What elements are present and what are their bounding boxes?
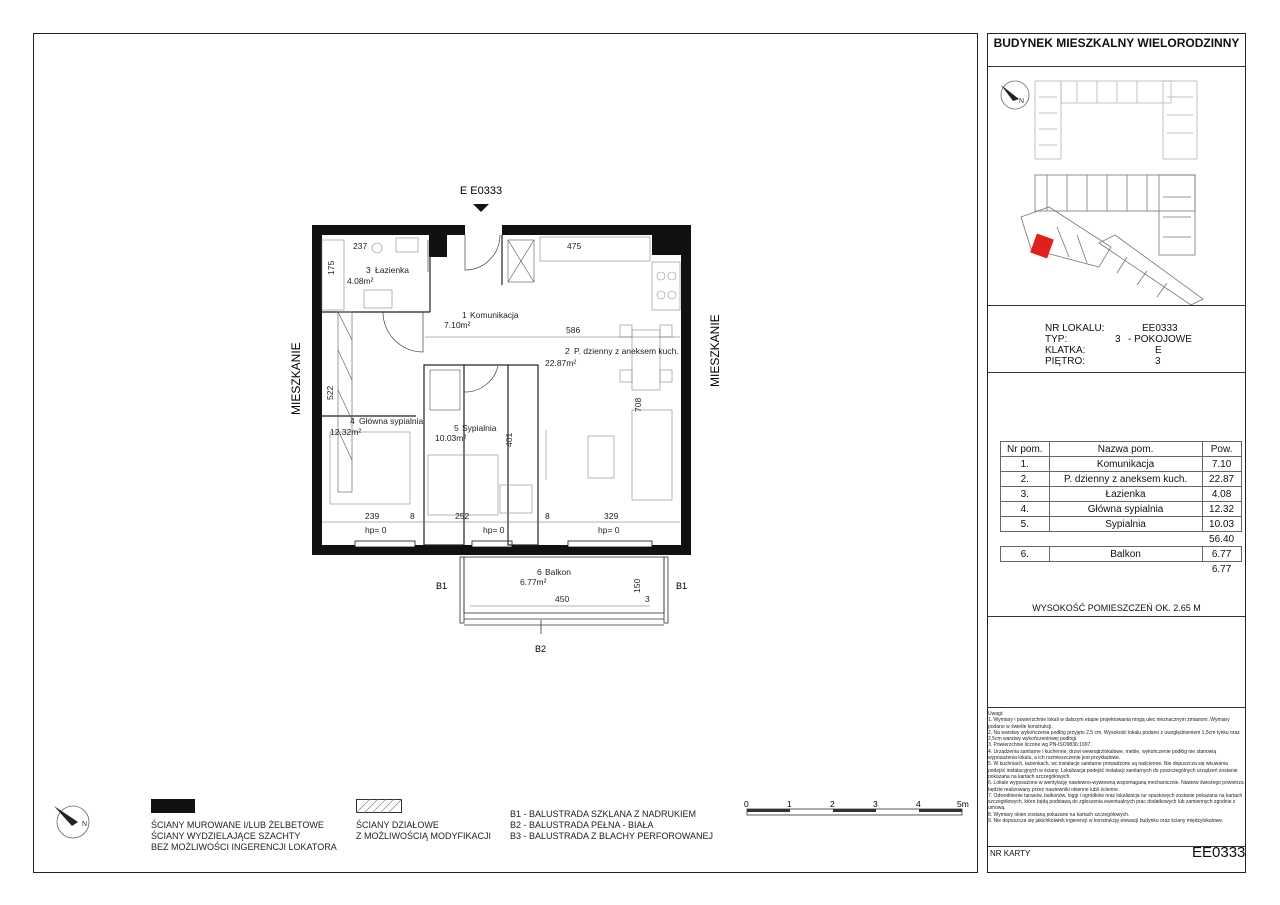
dim: 8 <box>410 511 415 521</box>
unit-type-value: 3 <box>1115 334 1121 345</box>
dim: 3 <box>645 594 650 604</box>
balustrade-label: B1 <box>436 581 448 591</box>
room-name: Łazienka <box>375 265 410 275</box>
legend-line: B3 - BALUSTRADA Z BLACHY PERFOROWANEJ <box>510 831 714 841</box>
room-area: 4.08 <box>1202 487 1241 502</box>
scale-tick: 1 <box>787 799 792 809</box>
neighbor-label-left: MIESZKANIE <box>289 342 303 415</box>
balcony-total-value: 6.77 <box>1211 563 1232 575</box>
legend-line: B1 - BALUSTRADA SZKLANA Z NADRUKIEM <box>510 809 697 819</box>
note-item: 6. Lokale wyposażone w wentylację nawiewno-wywiewną wspomaganą mechanicznie. Nawiew świeżego powietrza będzie realizowany przez nawiewniki okienne lub/i ścienne. <box>988 780 1244 793</box>
legend-solid-wall-swatch <box>151 799 195 813</box>
note-item: 5. W kuchniach, łazienkach, wc instalacje sanitarne prowadzone są naścienne. Nie dopuszcza się wkuwania podejść instalacyjnych w ściany. Lokalizacja podejść instalacji sanitarnych do poszczególnych urządzeń zostanie pokazana na kartach szczegółowych. <box>988 761 1238 780</box>
room-area: 22.87 <box>1202 472 1241 487</box>
sidebar-divider <box>987 616 1245 617</box>
note-item: 4. Urządzenia sanitarne i kuchenne, drzwi wewnątrzlokalowe, meble, wykończenie podłóg nie stanowią wyposażenia lokalu, a ich rozmieszczenie jest przykładowe. <box>988 748 1217 762</box>
note-item: 2. Na warstwy wykończenia podłóg przyjęto 2,5 cm. Wysokość lokalu podano z uwzględnieniem 1,5cm tynku oraz 2,5cm warstwy wykończeniowej podłogi. <box>988 729 1240 743</box>
legend-line: ŚCIANY WYDZIELAJĄCE SZACHTY <box>151 831 301 841</box>
balustrade-label: B2 <box>535 644 547 654</box>
sidebar-divider <box>987 372 1245 373</box>
dim: 239 <box>365 511 380 521</box>
unit-highlight <box>1030 234 1054 259</box>
dim: 450 <box>555 594 570 604</box>
dim: 252 <box>455 511 470 521</box>
dim: 175 <box>326 260 336 275</box>
room-nr: 6. <box>1001 547 1050 562</box>
header-name: Nazwa pom. <box>1049 442 1202 457</box>
hp-label: hp= 0 <box>483 525 505 535</box>
balustrade-label: B1 <box>676 581 688 591</box>
svg-text:N: N <box>82 821 88 828</box>
room-nr: 5. <box>1001 517 1050 532</box>
dim: 237 <box>353 241 368 251</box>
notes-block <box>988 711 1246 824</box>
room-name: Sypialnia <box>1049 517 1202 532</box>
dim: 329 <box>604 511 619 521</box>
note-item: 8. Wymiary okien zostaną pokazane na kartach szczegółowych. <box>988 811 1130 818</box>
neighbor-label-right: MIESZKANIE <box>708 314 722 387</box>
subtotal-value: 56.40 <box>1209 533 1235 545</box>
room-nr: 1. <box>1001 457 1050 472</box>
room-nr: 6 <box>537 567 542 577</box>
room-nr: 3. <box>1001 487 1050 502</box>
room-area: 12.32m² <box>330 427 362 437</box>
scale-tick: 4 <box>916 799 921 809</box>
room-labels <box>330 265 679 587</box>
staircase-value: E <box>1155 345 1162 356</box>
dim: 8 <box>545 511 550 521</box>
table-header <box>1001 442 1242 457</box>
room-area: 6.77m² <box>520 577 547 587</box>
scale-tick: 0 <box>744 799 749 809</box>
north-arrow-small <box>1001 81 1029 109</box>
coffee-table <box>588 436 614 478</box>
room-name: Łazienka <box>1049 487 1202 502</box>
subtotal-row <box>1001 532 1242 547</box>
table-row <box>1001 472 1242 487</box>
unit-type-label: TYP: <box>1045 334 1068 345</box>
note-item: 3. Powierzchnie liczone wg PN-ISO9836:1997. <box>988 742 1092 749</box>
room-name: P. dzienny z aneksem kuch. <box>1049 472 1202 487</box>
washbasin <box>364 290 392 308</box>
unit-type-suffix: - POKOJOWE <box>1128 334 1192 345</box>
room-area: 10.03m² <box>435 433 467 443</box>
dim: 475 <box>567 241 582 251</box>
unit-marker-icon <box>473 204 489 212</box>
dimension-lines <box>322 337 680 606</box>
hp-label: hp= 0 <box>365 525 387 535</box>
notes-title: Uwagi: <box>988 711 1004 717</box>
room-area: 12.32 <box>1202 502 1241 517</box>
room-nr: 2 <box>565 346 570 356</box>
note-item: 9. Nie dopuszcza się jakichkolwiek ingerencji w konstrukcję elewacji budynku oraz ściany międzylokalowe. <box>988 818 1224 825</box>
unit-number-label: NR LOKALU: <box>1045 323 1105 334</box>
windows <box>355 541 652 547</box>
kitchen-counter <box>540 237 650 261</box>
table-row <box>1001 487 1242 502</box>
sofa <box>632 410 672 500</box>
room-name: P. dzienny z aneksem kuch. <box>574 346 679 356</box>
room-name: Komunikacja <box>1049 457 1202 472</box>
height-note: WYSOKOŚĆ POMIESZCZEŃ OK. 2.65 M <box>1032 603 1201 613</box>
floor-value: 3 <box>1155 356 1161 367</box>
card-value: EE0333 <box>1192 844 1246 861</box>
room-nr: 3 <box>366 265 371 275</box>
legend-balustrades <box>510 809 713 842</box>
header-area: Pow. <box>1202 442 1241 457</box>
building-title: BUDYNEK MIESZKALNY WIELORODZINNY <box>993 36 1240 50</box>
room-name: Balkon <box>545 567 571 577</box>
note-item: 1. Wymiary i powierzchnie lokali w dalszym etapie projektowania mogą ulec nieznacznym zmianom. Wymiary podano w świetle konstrukcji. <box>988 717 1230 730</box>
legend-line: ŚCIANY DZIAŁOWE <box>356 820 439 830</box>
bed-main <box>330 432 410 504</box>
dim: 522 <box>325 385 335 400</box>
room-nr: 4 <box>350 416 355 426</box>
toilet-icon <box>372 243 382 253</box>
room-name: Balkon <box>1049 547 1202 562</box>
key-plan-upper <box>1035 81 1197 159</box>
room-name: Sypialnia <box>462 423 497 433</box>
dining-table <box>632 330 660 390</box>
header-nr: Nr pom. <box>1001 442 1050 457</box>
legend-line: Z MOŻLIWOŚCIĄ MODYFIKACJI <box>356 831 492 841</box>
north-arrow <box>48 800 98 844</box>
room-area: 4.08m² <box>347 276 374 286</box>
floor-label: PIĘTRO: <box>1045 356 1086 367</box>
legend-partition-swatch <box>356 799 402 813</box>
dim: 150 <box>632 578 642 593</box>
legend-partition-wall <box>356 820 491 842</box>
table-row <box>1001 517 1242 532</box>
legend-line: BEZ MOŻLIWOŚCI INGERENCJI LOKATORA <box>151 842 337 852</box>
room-name: Główna sypialnia <box>359 416 424 426</box>
table-row <box>1001 457 1242 472</box>
scale-tick: 2 <box>830 799 835 809</box>
svg-text:N: N <box>1019 98 1025 105</box>
key-plan <box>987 67 1246 305</box>
legend-line: ŚCIANY MUROWANE I/LUB ŻELBETOWE <box>151 820 324 830</box>
room-name: Komunikacja <box>470 310 519 320</box>
unit-label: E E0333 <box>459 185 503 197</box>
rooms-table <box>1000 441 1242 576</box>
room-area: 7.10 <box>1202 457 1241 472</box>
room-nr: 5 <box>454 423 459 433</box>
room-name: Główna sypialnia <box>1049 502 1202 517</box>
room-area: 6.77 <box>1202 547 1241 562</box>
unit-number-value: EE0333 <box>1142 323 1178 334</box>
room-nr: 4. <box>1001 502 1050 517</box>
balcony-total-row <box>1001 562 1242 577</box>
room-area: 10.03 <box>1202 517 1241 532</box>
bed-small <box>428 455 498 515</box>
table-row <box>1001 547 1242 562</box>
card-label: NR KARTY <box>990 849 1031 858</box>
room-area: 7.10m² <box>444 320 471 330</box>
furniture <box>322 237 680 515</box>
sidebar-divider <box>987 707 1245 708</box>
note-item: 7. Odwodnienie tarasów, balkonów, loggi i ogródków oraz lokalizacja rur spustowych zostanie pokazana na kartach szczegółowych, które będą podstawą do zgłoszenia ewentualnych prac dodatkowych lub zamiennych zgodnie z umową. <box>988 792 1243 812</box>
sidebar-divider <box>987 305 1245 306</box>
dim: 586 <box>566 325 581 335</box>
staircase-label: KLATKA: <box>1045 345 1086 356</box>
room-nr: 2. <box>1001 472 1050 487</box>
scale-tick: 3 <box>873 799 878 809</box>
room-nr: 1 <box>462 310 467 320</box>
dim: 401 <box>504 432 514 447</box>
scale-tick: 5m <box>957 799 969 809</box>
room-area: 22.87m² <box>545 358 577 368</box>
scale-bar <box>740 797 980 823</box>
legend-solid-wall <box>151 820 337 853</box>
dim: 708 <box>633 397 643 412</box>
table-row <box>1001 502 1242 517</box>
hp-label: hp= 0 <box>598 525 620 535</box>
legend-line: B2 - BALUSTRADA PEŁNA - BIAŁA <box>510 820 654 830</box>
